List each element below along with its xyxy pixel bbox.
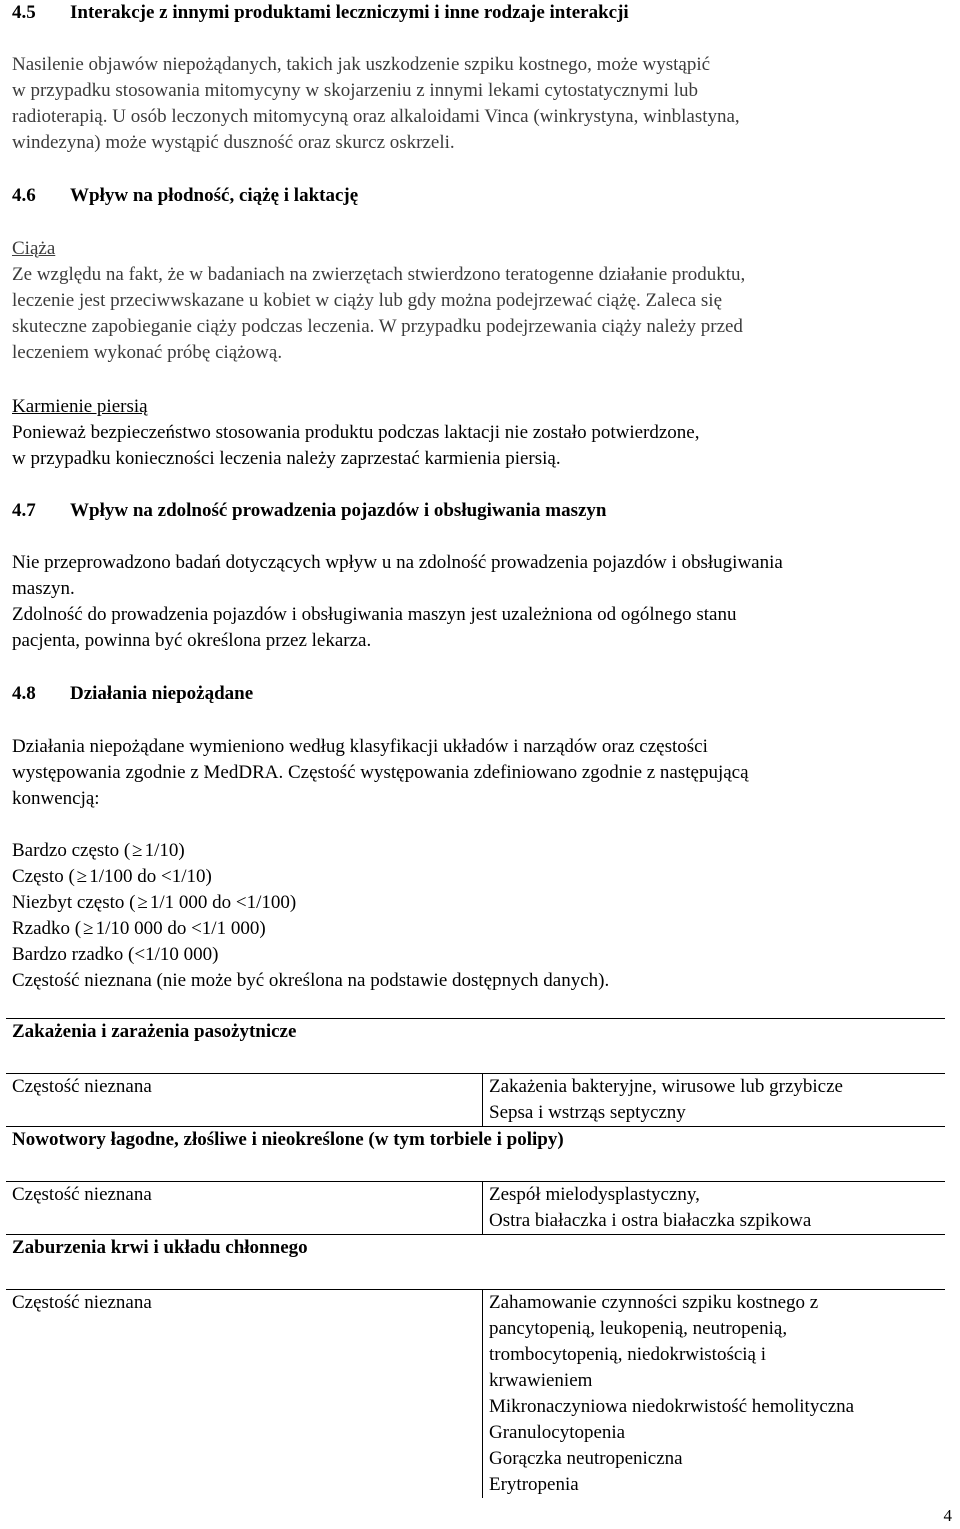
section-heading-4-5: [12, 0, 629, 26]
effects-cell: [483, 1074, 946, 1127]
effects-cell: [483, 1290, 946, 1499]
effect-item: Zahamowanie czynności szpiku kostnego z: [489, 1292, 819, 1313]
text-line: windezyna) może wystąpić duszność oraz skurcz oskrzeli.: [12, 132, 455, 153]
paragraph-driving: [12, 550, 952, 654]
frequency-very-rare: Bardzo rzadko (<1/10 000): [12, 944, 219, 965]
paragraph-interactions: [12, 52, 952, 156]
subheading-breastfeeding: [12, 394, 952, 420]
soc-row: [6, 1235, 945, 1290]
text-line: leczenie jest przeciwwskazane u kobiet w ciąży lub gdy można podejrzewać ciążę. Zaleca się: [12, 290, 723, 311]
soc-row: [6, 1127, 945, 1182]
section-title: Interakcje z innymi produktami leczniczymi i inne rodzaje interakcji: [70, 2, 629, 23]
text-line: występowania zgodnie z MedDRA. Częstość występowania zdefiniowano zgodnie z następującą: [12, 762, 749, 783]
effect-item: pancytopenią, leukopenią, neutropenią,: [489, 1318, 788, 1339]
text-line: leczeniem wykonać próbę ciążową.: [12, 342, 283, 363]
paragraph-breastfeeding: [12, 420, 952, 472]
effect-item: Granulocytopenia: [489, 1422, 626, 1443]
subheading-text: Ciąża: [12, 238, 56, 259]
text-line: skuteczne zapobieganie ciąży podczas leczenia. W przypadku podejrzewania ciąży należy przed: [12, 316, 743, 337]
section-number: 4.7: [12, 500, 36, 521]
freq-range: 1/10 000 do <1/1 000): [95, 918, 266, 939]
text-line: Ponieważ bezpieczeństwo stosowania produktu podczas laktacji nie zostało potwierdzone,: [12, 422, 700, 443]
section-title: Wpływ na zdolność prowadzenia pojazdów i obsługiwania maszyn: [70, 500, 607, 521]
geq-symbol: ≥: [137, 892, 148, 913]
frequency-rare: [12, 916, 952, 942]
effect-item: trombocytopenią, niedokrwistością i: [489, 1344, 767, 1365]
effects-cell: [483, 1182, 946, 1235]
paragraph-adverse-effects: [12, 734, 952, 812]
soc-heading: Zaburzenia krwi i układu chłonnego: [6, 1235, 945, 1290]
subheading-text: Karmienie piersią: [12, 396, 148, 417]
section-heading-4-6: [12, 183, 358, 209]
text-line: pacjenta, powinna być określona przez lekarza.: [12, 630, 372, 651]
frequency-not-known: Częstość nieznana (nie może być określona na podstawie dostępnych danych).: [12, 970, 610, 991]
frequency-cell: Częstość nieznana: [6, 1290, 483, 1499]
text-line: konwencją:: [12, 788, 100, 809]
table-row: [6, 1290, 945, 1499]
section-title: Działania niepożądane: [70, 683, 254, 704]
freq-label: Rzadko (: [12, 918, 82, 939]
geq-symbol: ≥: [76, 866, 88, 887]
text-line: Działania niepożądane wymieniono według klasyfikacji układów i narządów oraz częstości: [12, 736, 708, 757]
effect-item: krwawieniem: [489, 1370, 593, 1391]
frequency-cell: Częstość nieznana: [6, 1074, 483, 1127]
effect-item: Mikronaczyniowa niedokrwistość hemolityczna: [489, 1396, 855, 1417]
frequency-list: [12, 838, 952, 994]
text-line: Zdolność do prowadzenia pojazdów i obsługiwania maszyn jest uzależniona od ogólnego stanu: [12, 604, 737, 625]
text-line: w przypadku stosowania mitomycyny w skojarzeniu z innymi lekami cytostatycznymi lub: [12, 80, 698, 101]
text-line: Ze względu na fakt, że w badaniach na zwierzętach stwierdzono teratogenne działanie produktu,: [12, 264, 746, 285]
text-line: w przypadku konieczności leczenia należy zaprzestać karmienia piersią.: [12, 448, 561, 469]
frequency-uncommon: [12, 890, 952, 916]
soc-heading: Nowotwory łagodne, złośliwe i nieokreślone (w tym torbiele i polipy): [6, 1127, 945, 1182]
section-number: 4.5: [12, 2, 36, 23]
section-title: Wpływ na płodność, ciążę i laktację: [70, 185, 359, 206]
effect-item: Zespół mielodysplastyczny,: [489, 1184, 700, 1205]
table-row: [6, 1074, 945, 1127]
text-line: Nie przeprowadzono badań dotyczących wpływ u na zdolność prowadzenia pojazdów i obsługiwania: [12, 552, 783, 573]
effect-item: Sepsa i wstrząs septyczny: [489, 1102, 686, 1123]
effect-item: Ostra białaczka i ostra białaczka szpikowa: [489, 1210, 812, 1231]
freq-label: Często (: [12, 866, 75, 887]
subheading-pregnancy: [12, 236, 952, 262]
paragraph-pregnancy: [12, 262, 952, 366]
effect-item: Erytropenia: [489, 1474, 579, 1495]
section-number: 4.6: [12, 185, 36, 206]
freq-label: Bardzo często (: [12, 840, 131, 861]
freq-label: Niezbyt często (: [12, 892, 136, 913]
freq-range: 1/1 000 do <1/100): [149, 892, 297, 913]
effect-item: Zakażenia bakteryjne, wirusowe lub grzybicze: [489, 1076, 843, 1097]
soc-row: [6, 1019, 945, 1074]
text-line: maszyn.: [12, 578, 75, 599]
section-heading-4-8: [12, 681, 253, 707]
frequency-cell: Częstość nieznana: [6, 1182, 483, 1235]
text-line: Nasilenie objawów niepożądanych, takich jak uszkodzenie szpiku kostnego, może wystąpić: [12, 54, 711, 75]
frequency-common: [12, 864, 952, 890]
text-line: radioterapią. U osób leczonych mitomycyną oraz alkaloidami Vinca (winkrystyna, winblastyna,: [12, 106, 740, 127]
section-number: 4.8: [12, 683, 36, 704]
soc-heading: Zakażenia i zarażenia pasożytnicze: [12, 1021, 297, 1042]
freq-range: 1/100 do <1/10): [89, 866, 212, 887]
page-number: 4: [943, 1506, 952, 1525]
freq-range: 1/10): [144, 840, 185, 861]
frequency-very-common: [12, 838, 952, 864]
adverse-effects-table: [6, 1018, 945, 1498]
geq-symbol: ≥: [132, 840, 143, 861]
table-row: [6, 1182, 945, 1235]
geq-symbol: ≥: [83, 918, 94, 939]
section-heading-4-7: [12, 498, 606, 524]
effect-item: Gorączka neutropeniczna: [489, 1448, 683, 1469]
